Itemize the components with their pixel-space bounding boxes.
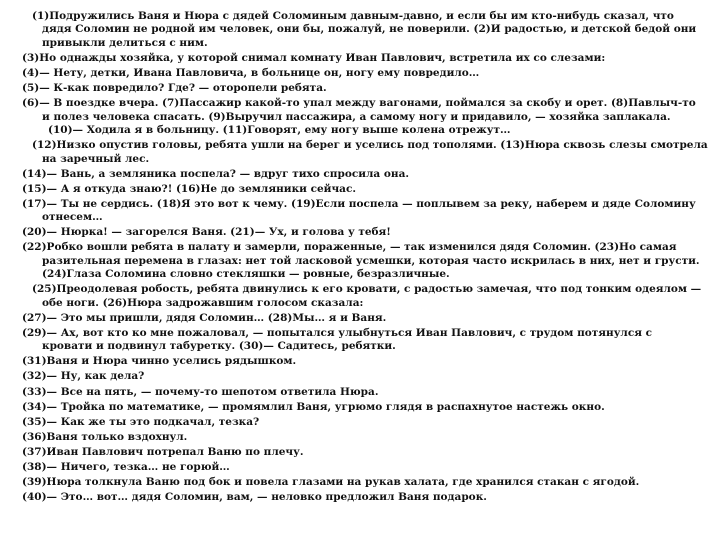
paragraph-4: (4)— Нету, детки, Ивана Павловича, в больнице он, ногу ему повредило… [22, 67, 480, 79]
paragraph-5: (5)— К-как повредило? Где? — оторопели ребята. [22, 82, 327, 95]
story-text [22, 10, 712, 506]
paragraph-line: (22)Робко вошли ребята в палату и замерли, пораженные, — так изменился дядя Соломин. (23)Но самая [22, 241, 677, 254]
paragraph-22 [22, 241, 712, 281]
paragraph-35: (35)— Как же ты это подкачал, тезка? [22, 415, 260, 428]
paragraph-15: (15)— А я откуда знаю?! (16)Не до земляники сейчас. [22, 182, 356, 195]
paragraph-line: разительная перемена в глазах: нет той ласковой усмешки, которая часто искрилась в них, нет и грусти. (24)Глаза Соломина словно стекляшки — ровные, безразличные. [42, 254, 700, 281]
paragraph-32: (32)— Ну, как дела? [22, 370, 145, 383]
paragraph-line: отнесем… [42, 211, 103, 224]
paragraph-line: (12)Низко опустив головы, ребята ушли на берег и уселись под тополями. (13)Нюра сквозь слезы смотрела [32, 139, 708, 152]
paragraph-line: на заречный лес. [42, 152, 150, 165]
paragraph-37: (37)Иван Павлович потрепал Ваню по плечу. [22, 445, 304, 458]
paragraph-3: (3)Но однажды хозяйка, у которой снимал комнату Иван Павлович, встретила их со слезами: [22, 51, 606, 64]
paragraph-6 [22, 97, 712, 137]
paragraph-line: дядя Соломин не родной им человек, они бы, пожалуй, не поверили. (2)И радостью, и детской бедой они привыкли делиться с ним. [42, 23, 697, 49]
paragraph-line: (6)— В поездке вчера. (7)Пассажир какой-то упал между вагонами, поймался за скобу и орет. (8)Павлыч-то [22, 97, 696, 110]
paragraph-25 [22, 283, 712, 310]
paragraph-38: (38)— Ничего, тезка… не горюй… [22, 461, 230, 474]
paragraph-12 [22, 139, 712, 166]
paragraph-line: (29)— Ах, вот кто ко мне пожаловал, — попытался улыбнуться Иван Павлович, с трудом потянулся с [22, 326, 653, 339]
paragraph-34: (34)— Тройка по математике, — промямлил Ваня, угрюмо глядя в распахнутое настежь окно. [22, 400, 605, 413]
paragraph-40: (40)— Это… вот… дядя Соломин, вам, — неловко предложил Ваня подарок. [22, 491, 487, 504]
paragraph-line: (25)Преодолевая робость, ребята двинулись к его кровати, с радостью замечая, что под тонким одеялом — [32, 283, 702, 296]
paragraph-line: (17)— Ты не сердись. (18)Я это вот к чему. (19)Если поспела — поплывем за реку, наберем и дяде Соломину [22, 197, 696, 210]
paragraph-33: (33)— Все на пять, — почему-то шепотом ответила Нюра. [22, 385, 379, 398]
paragraph-27: (27)— Это мы пришли, дядя Соломин… (28)Мы… я и Ваня. [22, 311, 387, 324]
paragraph-line: обе ноги. (26)Нюра задрожавшим голосом сказала: [42, 296, 364, 309]
paragraph-20: (20)— Нюрка! — загорелся Ваня. (21)— Ух, и голова у тебя! [22, 226, 391, 239]
paragraph-36: (36)Ваня только вздохнул. [22, 430, 188, 443]
paragraph-29 [22, 327, 712, 354]
paragraph-line: (10)— Ходила я в больницу. (11)Говорят, ему ногу выше колена отрежут… [48, 124, 511, 136]
paragraph-1 [22, 10, 712, 50]
paragraph-31: (31)Ваня и Нюра чинно уселись рядышком. [22, 355, 297, 368]
paragraph-17 [22, 198, 712, 225]
paragraph-14: (14)— Вань, а земляника поспела? — вдруг тихо спросила она. [22, 167, 410, 180]
paragraph-line: и полез человека спасать. (9)Выручил пассажира, а самому ногу и придавило, — хозяйка заплакала. [42, 110, 671, 123]
paragraph-line: кровати и подвинул табуретку. (30)— Садитесь, ребятки. [42, 340, 396, 353]
paragraph-line: (1)Подружились Ваня и Нюра с дядей Соломиным давным-давно, и если бы им кто-нибудь сказал, что [32, 10, 674, 22]
paragraph-39: (39)Нюра толкнула Ваню под бок и повела глазами на рукав халата, где хранился стакан с ягодой. [22, 476, 640, 489]
